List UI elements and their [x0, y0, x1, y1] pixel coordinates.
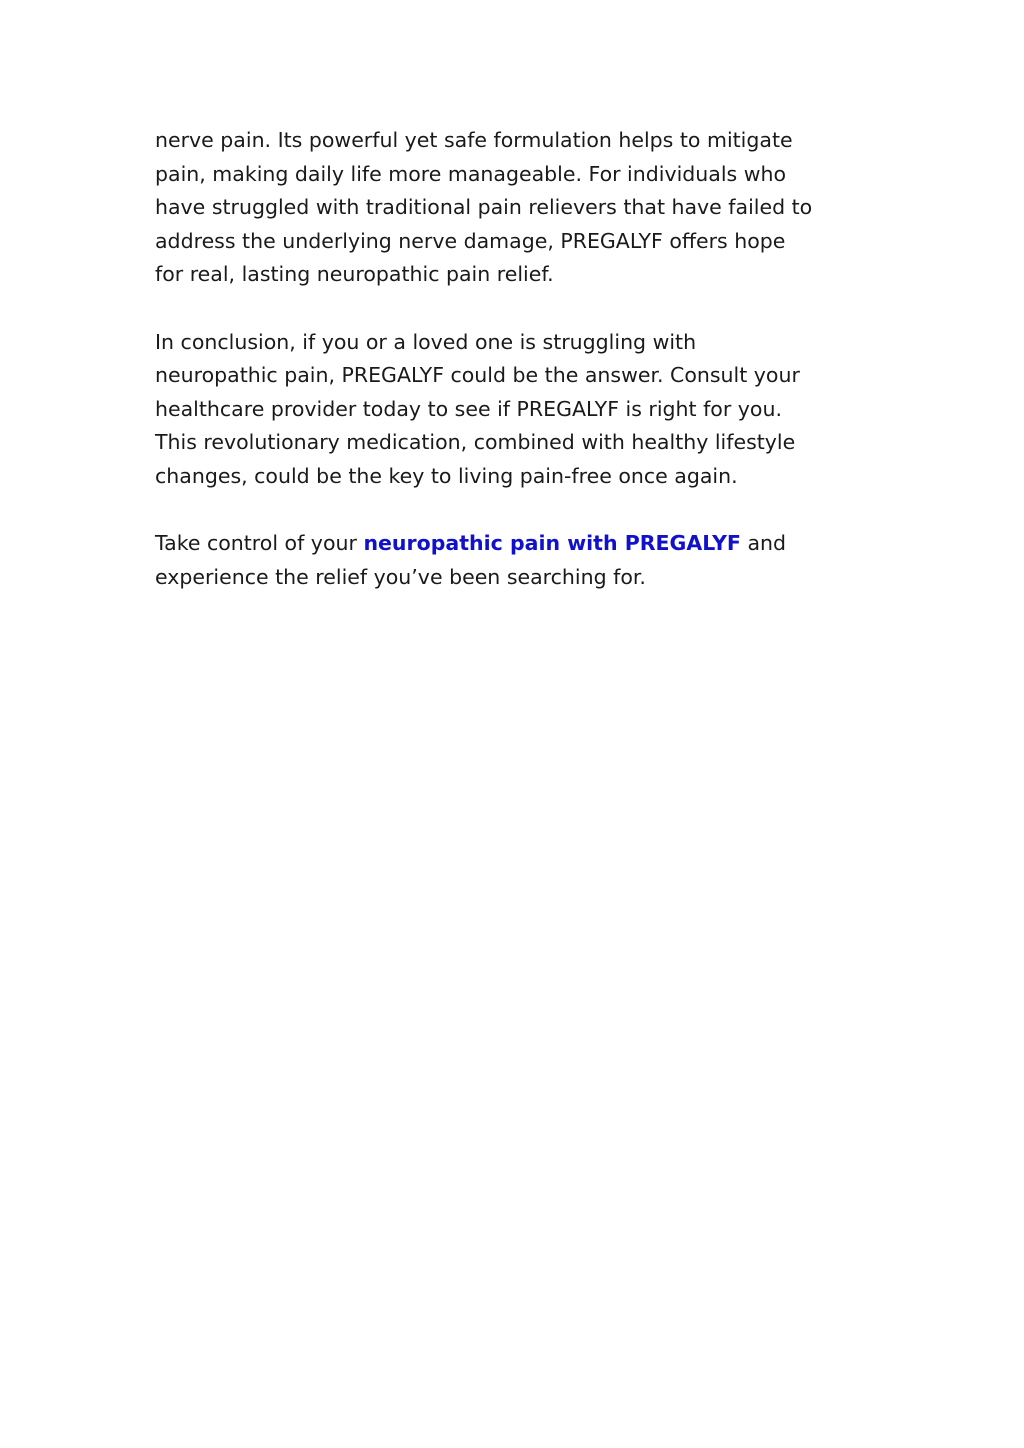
text-line: healthcare provider today to see if PREGALYF is right for you.	[155, 396, 782, 421]
paragraph-conclusion	[155, 326, 875, 494]
text-line: have struggled with traditional pain relievers that have failed to	[155, 195, 813, 220]
text-line: for real, lasting neuropathic pain relief.	[155, 262, 554, 287]
cta-text-after: and	[740, 531, 787, 556]
paragraph-call-to-action	[155, 527, 875, 594]
text-line: address the underlying nerve damage, PREGALYF offers hope	[155, 228, 786, 253]
text-line: nerve pain. Its powerful yet safe formulation helps to mitigate	[155, 128, 793, 152]
text-line	[155, 527, 875, 561]
pregalyf-link[interactable]: neuropathic pain with PREGALYF	[363, 531, 741, 556]
text-line: changes, could be the key to living pain-free once again.	[155, 463, 738, 488]
paragraph-nerve-pain	[155, 124, 875, 292]
text-line: This revolutionary medication, combined with healthy lifestyle	[155, 430, 796, 455]
text-line: pain, making daily life more manageable. For individuals who	[155, 161, 787, 186]
text-line: experience the relief you’ve been searching for.	[155, 564, 646, 589]
cta-text-before: Take control of your	[155, 531, 364, 556]
text-line: In conclusion, if you or a loved one is struggling with	[155, 329, 697, 354]
document-page	[155, 124, 875, 594]
text-line: neuropathic pain, PREGALYF could be the answer. Consult your	[155, 363, 800, 388]
